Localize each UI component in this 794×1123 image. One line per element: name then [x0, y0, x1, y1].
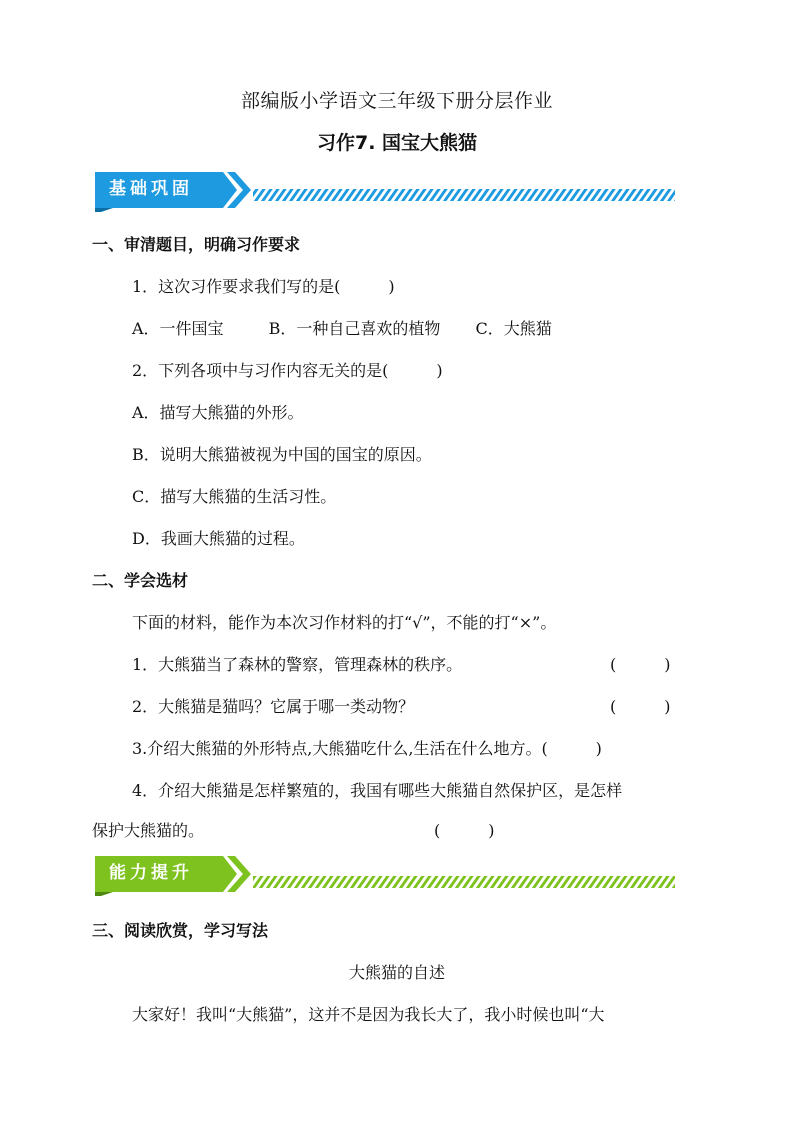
question-2: 2．下列各项中与习作内容无关的是( )	[132, 361, 443, 380]
q2-option-c: C．描写大熊猫的生活习性。	[132, 487, 337, 506]
material-item-1-text: 1．大熊猫当了森林的警察，管理森林的秩序。	[132, 655, 463, 674]
essay-first-line: 大家好！我叫“大熊猫”，这并不是因为我长大了，我小时候也叫“大	[132, 1005, 605, 1024]
material-item-2-text: 2．大熊猫是猫吗？它属于哪一类动物？	[132, 697, 415, 716]
q2-option-d: D．我画大熊猫的过程。	[132, 529, 305, 548]
part2-heading: 二、学会选材	[92, 571, 189, 590]
page-subtitle: 习作7. 国宝大熊猫	[316, 132, 478, 154]
material-item-4-line1: 4．介绍大熊猫是怎样繁殖的，我国有哪些大熊猫自然保护区，是怎样	[132, 781, 623, 800]
material-item-2	[132, 694, 794, 717]
banner-label-ability: 能力提升	[109, 863, 193, 883]
material-item-1	[132, 652, 794, 675]
material-item-3: 3.介绍大熊猫的外形特点,大熊猫吃什么,生活在什么地方。( )	[132, 739, 602, 758]
option-b: B．一种自己喜欢的植物	[268, 319, 441, 338]
answer-blank-1[interactable]: ( )	[610, 655, 671, 674]
material-item-4-text2: 保护大熊猫的。	[92, 821, 205, 840]
option-c: C．大熊猫	[475, 319, 552, 338]
q2-option-a: A．描写大熊猫的外形。	[132, 403, 304, 422]
answer-blank-2[interactable]: ( )	[610, 697, 671, 716]
question-1-options	[132, 316, 794, 339]
q2-option-b: B．说明大熊猫被视为中国的国宝的原因。	[132, 445, 432, 464]
material-item-4-line2	[92, 818, 794, 841]
page-title: 部编版小学语文三年级下册分层作业	[240, 90, 553, 112]
answer-blank-4[interactable]: ( )	[434, 821, 495, 840]
section-banner-ability	[95, 852, 675, 896]
part2-intro: 下面的材料，能作为本次习作材料的打“√”，不能的打“×”。	[132, 613, 557, 632]
part3-heading: 三、阅读欣赏，学习写法	[92, 921, 269, 940]
question-1: 1．这次习作要求我们写的是( )	[132, 277, 395, 296]
essay-title: 大熊猫的自述	[348, 963, 445, 982]
banner-label-basic: 基础巩固	[109, 179, 193, 199]
option-a: A．一件国宝	[132, 319, 224, 338]
section-banner-basic	[95, 168, 675, 212]
part1-heading: 一、审清题目，明确习作要求	[92, 235, 301, 254]
